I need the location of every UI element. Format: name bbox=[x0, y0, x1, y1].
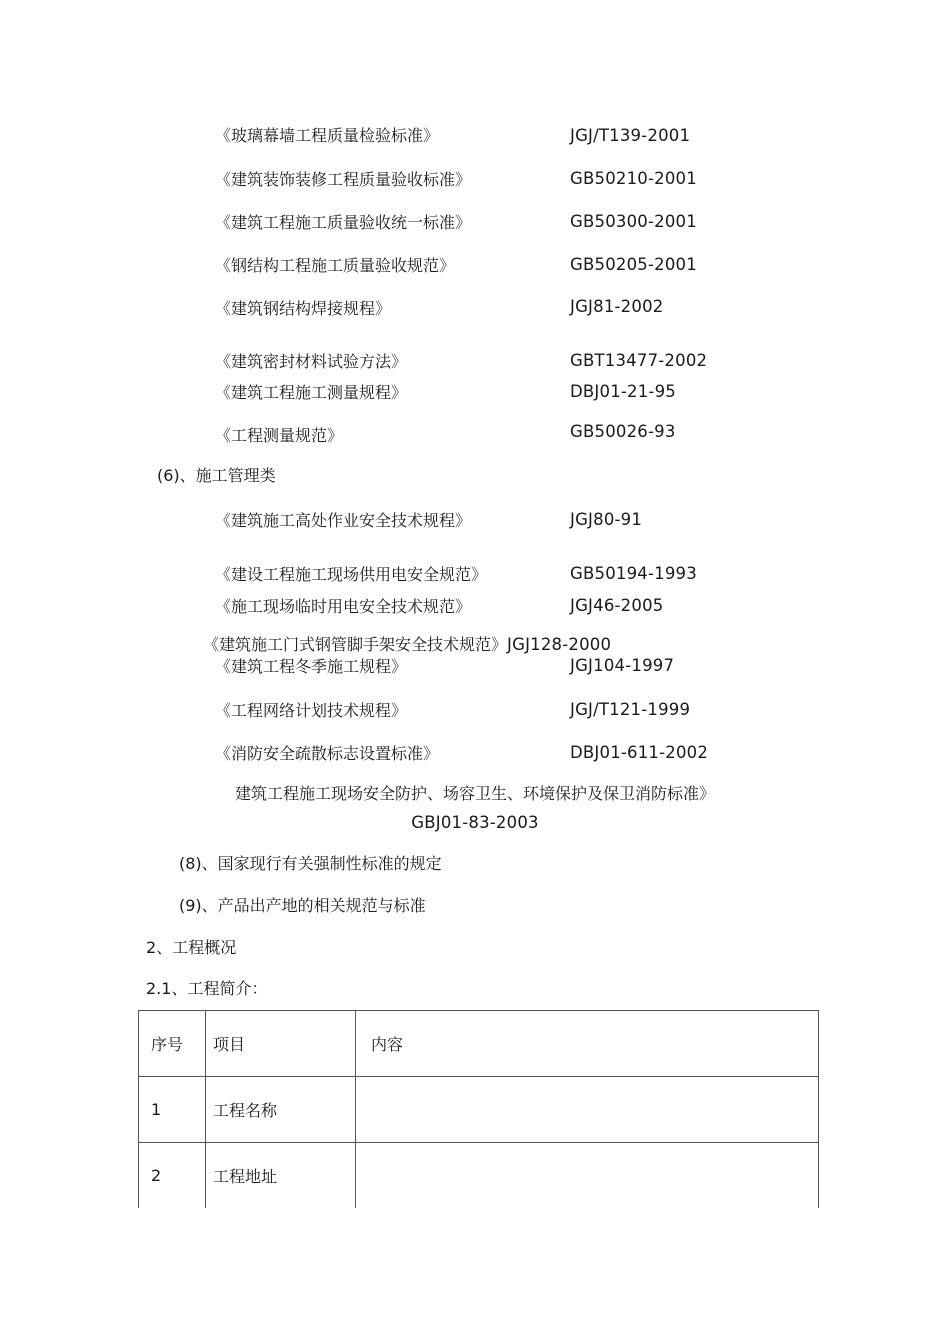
standard-code: GB50300-2001 bbox=[570, 212, 697, 231]
table-header-row bbox=[139, 1011, 819, 1077]
standard-code: JGJ46-2005 bbox=[570, 596, 664, 615]
standard-code: GB50205-2001 bbox=[570, 255, 697, 274]
standard-code: GB50210-2001 bbox=[570, 169, 697, 188]
row-item: 工程地址 bbox=[206, 1143, 356, 1209]
standard-code: JGJ104-1997 bbox=[570, 656, 675, 675]
row-item: 工程名称 bbox=[206, 1077, 356, 1143]
row-index: 2 bbox=[139, 1143, 206, 1209]
standard-name: 《工程网络计划技术规程》 bbox=[215, 701, 408, 720]
section-title: 、施工管理类 bbox=[179, 466, 276, 485]
standard-entry bbox=[203, 634, 611, 656]
standard-name: 《建筑钢结构焊接规程》 bbox=[215, 299, 392, 318]
chapter-heading bbox=[146, 937, 236, 959]
standard-name: 《建筑施工门式钢管脚手架安全技术规范》 bbox=[203, 635, 508, 654]
section-number: (8) bbox=[179, 854, 202, 873]
section-heading bbox=[179, 895, 426, 917]
standard-code: GB50026-93 bbox=[570, 422, 676, 441]
section-number: (6) bbox=[157, 466, 180, 485]
standard-code: JGJ/T139-2001 bbox=[570, 126, 691, 145]
heading-number: 2 bbox=[146, 938, 157, 957]
standard-code: JGJ81-2002 bbox=[570, 297, 664, 316]
header-cell-index: 序号 bbox=[139, 1011, 206, 1077]
row-content[interactable] bbox=[356, 1077, 819, 1143]
standard-code: GBJ01-83-2003 bbox=[411, 813, 539, 832]
standard-name: 《钢结构工程施工质量验收规范》 bbox=[215, 256, 456, 275]
header-cell-content: 内容 bbox=[356, 1011, 819, 1077]
heading-number: 2.1 bbox=[146, 979, 172, 998]
section-title: 、产品出产地的相关规范与标准 bbox=[201, 896, 426, 915]
section-number: (9) bbox=[179, 896, 202, 915]
standard-name: 《建筑密封材料试验方法》 bbox=[215, 352, 408, 371]
section-title: 、国家现行有关强制性标准的规定 bbox=[201, 854, 442, 873]
standard-code: DBJ01-21-95 bbox=[570, 382, 676, 401]
section-heading bbox=[179, 853, 442, 875]
section-heading bbox=[157, 465, 276, 487]
standard-code: JGJ80-91 bbox=[570, 510, 643, 529]
standard-name: 《建筑工程冬季施工规程》 bbox=[215, 657, 408, 676]
heading-title: 、工程简介： bbox=[171, 979, 268, 998]
standard-code: GBT13477-2002 bbox=[570, 351, 708, 370]
table-row bbox=[139, 1077, 819, 1143]
standard-code: JGJ128-2000 bbox=[507, 635, 612, 654]
header-cell-item: 项目 bbox=[206, 1011, 356, 1077]
standard-name: 《玻璃幕墙工程质量检验标准》 bbox=[215, 126, 440, 145]
standard-name: 《工程测量规范》 bbox=[215, 426, 344, 445]
project-summary-table bbox=[138, 1010, 819, 1208]
table-row bbox=[139, 1143, 819, 1209]
row-index: 1 bbox=[139, 1077, 206, 1143]
standard-code: JGJ/T121-1999 bbox=[570, 700, 691, 719]
standard-name: 《建筑工程施工测量规程》 bbox=[215, 383, 408, 402]
standard-name: 《建筑装饰装修工程质量验收标准》 bbox=[215, 170, 472, 189]
standard-name: 《施工现场临时用电安全技术规范》 bbox=[215, 597, 472, 616]
standard-code: GB50194-1993 bbox=[570, 564, 697, 583]
row-content[interactable] bbox=[356, 1143, 819, 1209]
subsection-heading bbox=[146, 978, 267, 1000]
standard-code: DBJ01-611-2002 bbox=[570, 743, 709, 762]
standard-name: 《建筑施工高处作业安全技术规程》 bbox=[215, 511, 472, 530]
standard-name: 《消防安全疏散标志设置标准》 bbox=[215, 744, 440, 763]
standard-name: 《建筑工程施工质量验收统一标准》 bbox=[215, 213, 472, 232]
heading-title: 、工程概况 bbox=[156, 938, 237, 957]
standard-name: 建筑工程施工现场安全防护、场容卫生、环境保护及保卫消防标准》 bbox=[234, 784, 715, 803]
standard-name: 《建设工程施工现场供用电安全规范》 bbox=[215, 565, 488, 584]
